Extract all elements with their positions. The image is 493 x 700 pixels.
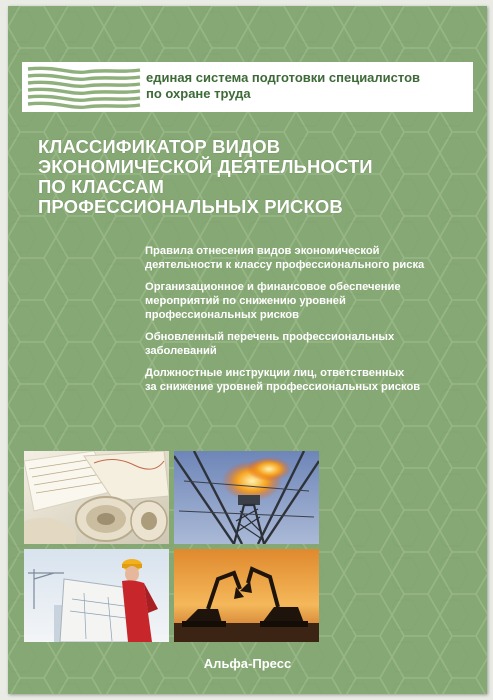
series-name	[146, 70, 466, 102]
series-line: по охране труда	[146, 86, 251, 101]
topic-line: заболеваний	[145, 345, 217, 357]
topic-line: профессиональных рисков	[145, 309, 299, 321]
title-line: ЭКОНОМИЧЕСКОЙ ДЕЯТЕЛЬНОСТИ	[38, 156, 373, 177]
series-line: единая система подготовки специалистов	[146, 70, 421, 85]
title-line: ПО КЛАССАМ	[38, 176, 165, 197]
wave-stripes-logo-icon	[26, 64, 142, 110]
topic-line: Правила отнесения видов экономической	[145, 245, 380, 257]
topic-item	[145, 366, 475, 394]
book-cover	[8, 6, 487, 694]
topic-item	[145, 244, 475, 272]
title-line: ПРОФЕССИОНАЛЬНЫХ РИСКОВ	[38, 196, 343, 217]
publisher-name: Альфа-Пресс	[203, 656, 292, 671]
topic-line: деятельности к классу профессионального риска	[145, 259, 425, 271]
topic-line: мероприятий по снижению уровней	[145, 295, 346, 307]
title-line: КЛАССИФИКАТОР ВИДОВ	[38, 136, 281, 157]
topic-line: Должностные инструкции лиц, ответственных	[145, 367, 405, 379]
excavators-at-sunset-photo	[174, 549, 319, 642]
topic-item	[145, 280, 475, 322]
topic-item	[145, 330, 475, 358]
topics-list	[145, 244, 475, 402]
gas-flare-tower-photo	[174, 451, 319, 544]
paper-charts-photo	[24, 451, 169, 544]
topic-line: Организационное и финансовое обеспечение	[145, 281, 401, 293]
topic-line: Обновленный перечень профессиональных	[145, 331, 395, 343]
topic-line: за снижение уровней профессиональных рисков	[145, 381, 421, 393]
series-band	[22, 62, 473, 112]
book-title	[38, 137, 458, 217]
engineer-with-blueprints-photo	[24, 549, 169, 642]
